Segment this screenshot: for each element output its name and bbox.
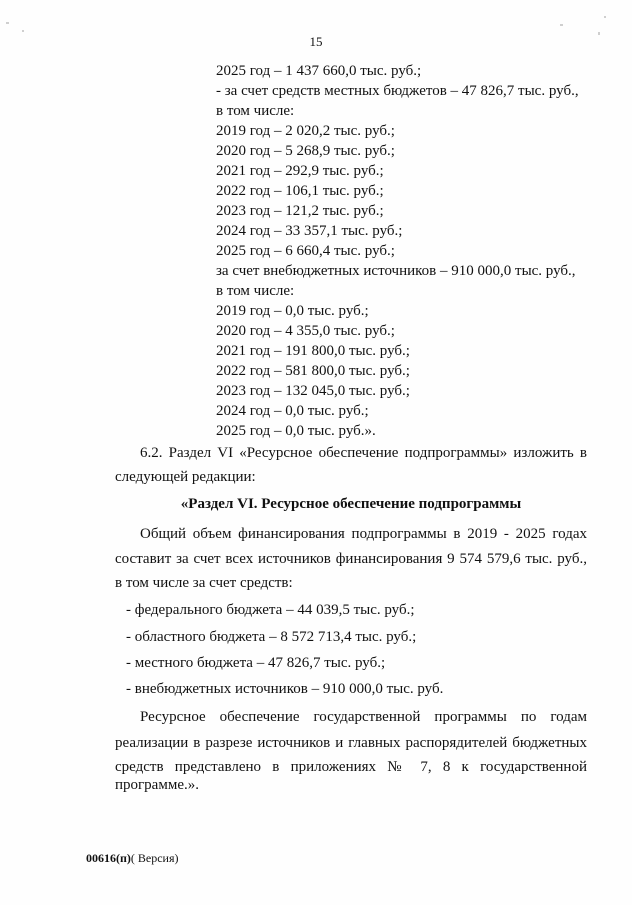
- document-code: 00616(п): [86, 851, 131, 865]
- scan-speck: [604, 16, 606, 18]
- list-line: 2023 год – 121,2 тыс. руб.;: [216, 203, 384, 219]
- closing-paragraph-line: реализации в разрезе источников и главных распорядителей бюджетных: [115, 735, 587, 751]
- section-heading: «Раздел VI. Ресурсное обеспечение подпрограммы: [180, 496, 522, 512]
- document-footer: [86, 851, 179, 866]
- closing-paragraph-line: Ресурсное обеспечение государственной программы по годам: [140, 709, 587, 725]
- funding-source-item: - областного бюджета – 8 572 713,4 тыс. руб.;: [126, 629, 417, 645]
- list-line: 2019 год – 2 020,2 тыс. руб.;: [216, 123, 395, 139]
- list-line: 2025 год – 6 660,4 тыс. руб.;: [216, 243, 395, 259]
- list-line: за счет внебюджетных источников – 910 000,0 тыс. руб.,: [216, 263, 576, 279]
- funding-source-item: - внебюджетных источников – 910 000,0 тыс. руб.: [126, 681, 444, 697]
- list-line: 2020 год – 4 355,0 тыс. руб.;: [216, 323, 395, 339]
- total-paragraph-line: Общий объем финансирования подпрограммы в 2019 - 2025 годах: [140, 526, 587, 542]
- section-intro-line: 6.2. Раздел VI «Ресурсное обеспечение подпрограммы» изложить в: [140, 445, 587, 461]
- closing-paragraph-line: средств представлено в приложениях № 7, 8 к государственной программе.».: [115, 759, 587, 793]
- version-label: ( Версия): [130, 851, 179, 865]
- list-line: в том числе:: [216, 103, 295, 119]
- list-line: 2022 год – 581 800,0 тыс. руб.;: [216, 363, 410, 379]
- list-line: 2024 год – 0,0 тыс. руб.;: [216, 403, 369, 419]
- list-line: в том числе:: [216, 283, 295, 299]
- list-line: 2021 год – 191 800,0 тыс. руб.;: [216, 343, 410, 359]
- list-line: - за счет средств местных бюджетов – 47 826,7 тыс. руб.,: [216, 83, 579, 99]
- total-paragraph-line: составит за счет всех источников финансирования 9 574 579,6 тыс. руб.,: [115, 551, 587, 567]
- list-line: 2023 год – 132 045,0 тыс. руб.;: [216, 383, 410, 399]
- scan-speck: [6, 22, 9, 24]
- list-line: 2022 год – 106,1 тыс. руб.;: [216, 183, 384, 199]
- scan-speck: [22, 30, 24, 32]
- page-number: 15: [309, 34, 323, 49]
- list-line: 2025 год – 1 437 660,0 тыс. руб.;: [216, 63, 422, 79]
- scan-speck: [560, 24, 563, 26]
- funding-source-item: - местного бюджета – 47 826,7 тыс. руб.;: [126, 655, 386, 671]
- list-line: 2019 год – 0,0 тыс. руб.;: [216, 303, 369, 319]
- list-line: 2020 год – 5 268,9 тыс. руб.;: [216, 143, 395, 159]
- funding-source-item: - федерального бюджета – 44 039,5 тыс. руб.;: [126, 602, 415, 618]
- list-line: 2024 год – 33 357,1 тыс. руб.;: [216, 223, 403, 239]
- list-line: 2021 год – 292,9 тыс. руб.;: [216, 163, 384, 179]
- total-paragraph-line: в том числе за счет средств:: [115, 575, 293, 591]
- section-intro-line: следующей редакции:: [115, 469, 256, 485]
- list-line: 2025 год – 0,0 тыс. руб.».: [216, 423, 376, 439]
